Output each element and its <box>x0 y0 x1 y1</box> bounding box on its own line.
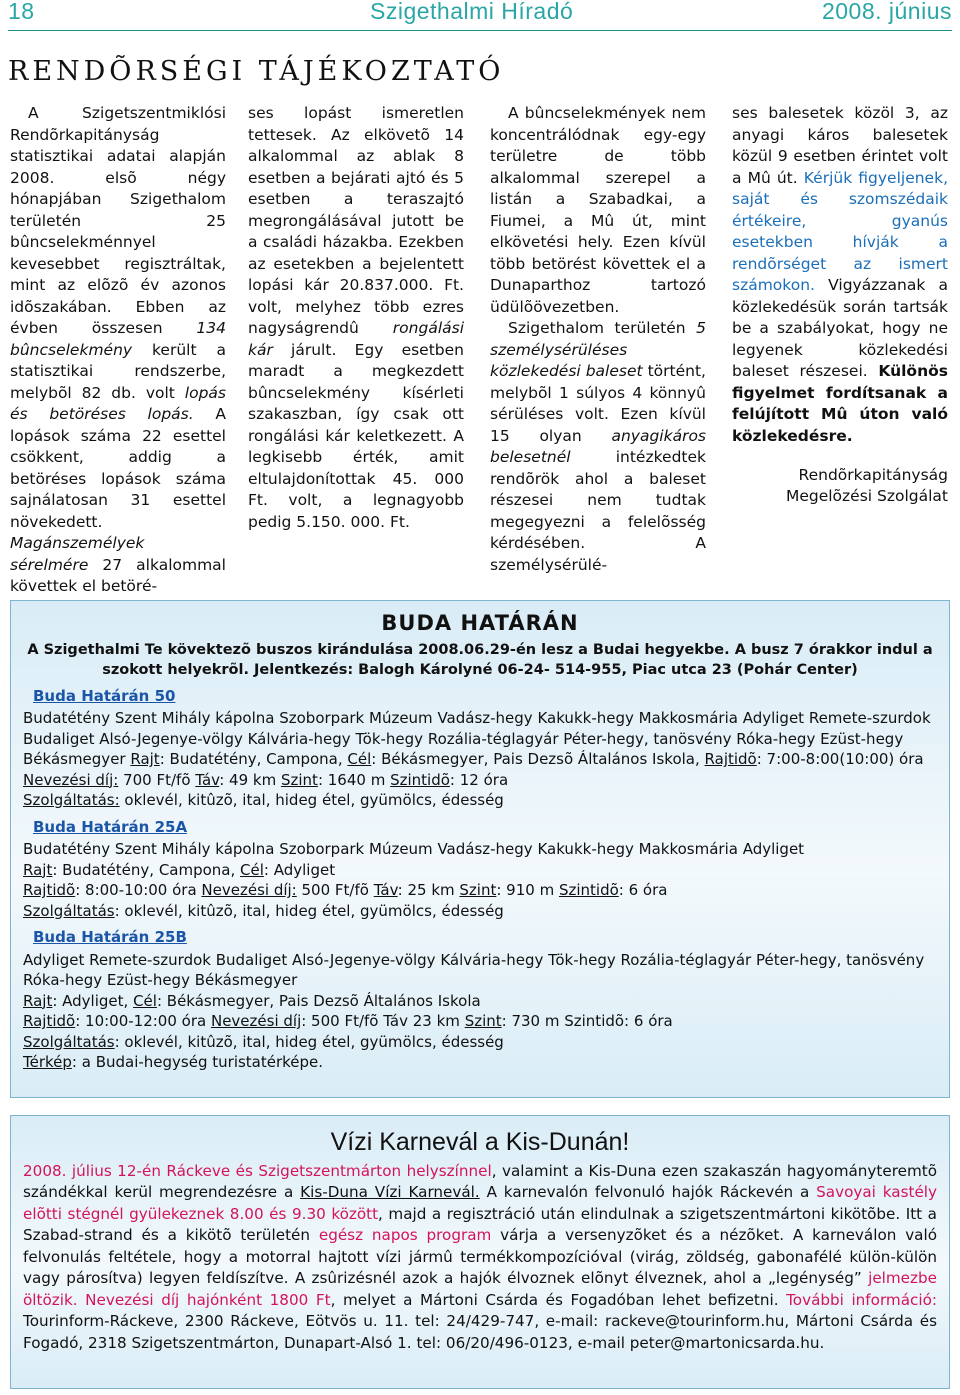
paragraph: Szigethalom területén 5 személysérüléses közlekedési baleset történt, melybõl 1 súlyos 4 könnyû sérüléses volt. Ezen kívül 15 olyan anyagikáros belesetnél intézkedtek rendõrök ahol a baleset részesei nem tudtak megegyezni a felelõsség kérdésében. A személysérülé- <box>490 319 706 574</box>
page-number: 18 <box>8 0 35 24</box>
page-header <box>8 0 952 31</box>
route-details: Adyliget Remete-szurdok Budaliget Alsó-Jegenye-völgy Kálvária-hegy Tök-hegy Rozália-téglagyár Péter-hegy, tanösvény Róka-hegy Ezüst-hegy Békásmegyer Rajt: Adyliget, Cél: Békásmegyer, Pais Dezsõ Általános Iskola Rajtidõ: 10:00-12:00 óra Nevezési díj: 500 Ft/fõ Táv 23 km Szint: 730 m Szintidõ: 6 óra Szolgáltatás: oklevél, kitûzõ, ital, hideg étel, gyümölcs, édesség Térkép: a Budai-hegység turistatérképe. <box>23 950 925 1071</box>
route-heading-25a: Buda Határán 25A <box>33 817 188 836</box>
column-3 <box>490 103 706 576</box>
karneval-box <box>10 1115 950 1389</box>
paragraph: ses lopást ismeretlen tettesek. Az elkövetõ 14 alkalommal az ablak 8 esetben a bejárati ajtó és 5 esetben a teraszajtó megrongálásával jutott be a családi házakba. Ezekben az esetekben a bejelentett lopási kár 20.837.000. Ft. volt, melyhez több ezres nagyságrendû rongálási kár járult. Egy esetben maradt a megkezdett bûncselekmény kísérleti szakaszban, így csak ott rongálási kár keletkezett. A legkisebb érték, amit eltulajdonítottak 45. 000 Ft. volt, a legnagyobb pedig 5.150. 000. Ft. <box>248 104 464 531</box>
article-columns <box>10 103 954 593</box>
column-1 <box>10 103 226 598</box>
column-4 <box>732 103 948 507</box>
karneval-text: 2008. július 12-én Ráckeve és Szigetszentmárton helyszínnel, valamint a Kis-Duna ezen szakaszán hagyományteremtõ szándékkal kerül megrendezésre a Kis-Duna Vízi Karnevál. A karnevalón felvonuló hajók Ráckevén a Savoyai kastély elõtti stégnél gyülekeznek 8.00 és 9.30 között, majd a regisztráció után elindulnak a szigetszentmártoni kikötõbe. Itt a Szabad-strand és a kikötõ területén egész napos program várja a versenyzõket és a nézõket. A karneválon való felvonulás feltétele, hogy a motorral hajtott vízi jármû termékkompozícióval (virág, zöldség, gabonafélé külön-külön vagy párosítva) legyen feldíszítve. A zsûrizésnél azok a hajók élvoznek elõnyt élveznek, ahol a „legénység” jelmezbe öltözik. Nevezési díj hajónként 1800 Ft, melyet a Mártoni Csárda és Fogadóban lehet befizetni. További információ: Tourinform-Ráckeve, 2300 Ráckeve, Eötvös u. 11. tel: 24/429-747, e-mail: rackeve@tourinform.hu, Mártoni Csárda és Fogadó, 2318 Szigetszentmárton, Dunapart-Alsó 1. tel: 06/20/496-0123, e-mail peter@martonicsarda.hu. <box>23 1161 937 1352</box>
publication-title: Szigethalmi Híradó <box>370 0 574 24</box>
route-details: Budatétény Szent Mihály kápolna Szoborpark Múzeum Vadász-hegy Kakukk-hegy Makkosmária Adyliget Remete-szurdok Budaliget Alsó-Jegenye-völgy Kálvária-hegy Tök-hegy Rozália-téglagyár Péter-hegy, tanösvény Róka-hegy Ezüst-hegy Békásmegyer Rajt: Budatétény, Campona, Cél: Békásmegyer, Pais Dezsõ Általános Iskola, Rajtidõ: 7:00-8:00(10:00) óra Nevezési díj: 700 Ft/fõ Táv: 49 km Szint: 1640 m Szintidõ: 12 óra Szolgáltatás: oklevél, kitûzõ, ital, hideg étel, gyümölcs, édesség <box>23 709 931 809</box>
paragraph: A Szigetszentmiklósi Rendõrkapitányság statisztikai adatai alapján 2008. elsõ négy hónapjában Szigethalom területén 25 bûncselekménnyel kevesebbet regisztráltak, mint az elõzõ év azonos idõszakában. Ebben az évben összesen 134 bûncselekmény került a statisztikai rendszerbe, melybõl 82 db. volt lopás és betöréses lopás. A lopások száma 22 esettel csökkent, addig a betöréses lopások száma sajnálatosan 31 esettel növekedett. Magánszemélyek sérelmére 27 alkalommal követtek el betöré- <box>10 104 226 595</box>
box-title: BUDA HATÁRÁN <box>381 611 579 635</box>
issue-date: 2008. június <box>821 0 952 24</box>
section-title: RENDÕRSÉGI TÁJÉKOZTATÓ <box>8 56 505 87</box>
intro-text: A Szigethalmi Te kövektezõ buszos kirándulása 2008.06.29-én lesz a Budai hegyekbe. A busz 7 órakkor indul a szokott helyekrõl. Jelentkezés: Balogh Károlyné 06-24- 514-955, Piac utca 23 (Pohár Center) <box>27 641 933 678</box>
box-title: Vízi Karnevál a Kis-Dunán! <box>330 1128 630 1156</box>
route-heading-25b: Buda Határán 25B <box>33 928 187 946</box>
route-details: Budatétény Szent Mihály kápolna Szoborpark Múzeum Vadász-hegy Kakukk-hegy Makkosmária Adyliget Rajt: Budatétény, Campona, Cél: Adyliget Rajtidõ: 8:00-10:00 óra Nevezési díj: 500 Ft/fõ Táv: 25 km Szint: 910 m Szintidõ: 6 óra Szolgáltatás: oklevél, kitûzõ, ital, hideg étel, gyümölcs, édesség <box>23 840 805 920</box>
route-heading-50: Buda Határán 50 <box>33 686 176 705</box>
buda-hataran-box <box>10 600 950 1098</box>
paragraph: ses balesetek közöl 3, az anyagi káros balesetek közül 9 esetben érintet volt a Mû út. Kérjük figyeljenek, saját és szomszédaik értékeire, gyanús esetekben hívják a rendõrséget az ismert számokon. Vigyázzanak a közlekedésük során tartsák be a szabályokat, hogy ne legyenek közlekedési baleset részesei. Különös figyelmet fordítsanak a felújított Mû úton való közlekedésre. <box>732 104 948 445</box>
column-2 <box>248 103 464 533</box>
paragraph: A bûncselekmények nem koncentrálódnak egy-egy területre de több alkalommal szerepel a listán a Szabadkai, a Fiumei, a Mû út, mint elkövetési hely. Ezen kívül több betörést követtek el a Dunaparthoz tartozó üdülõövezetben. <box>490 104 706 316</box>
signature: Rendõrkapitányság Megelõzési Szolgálat <box>785 466 948 505</box>
